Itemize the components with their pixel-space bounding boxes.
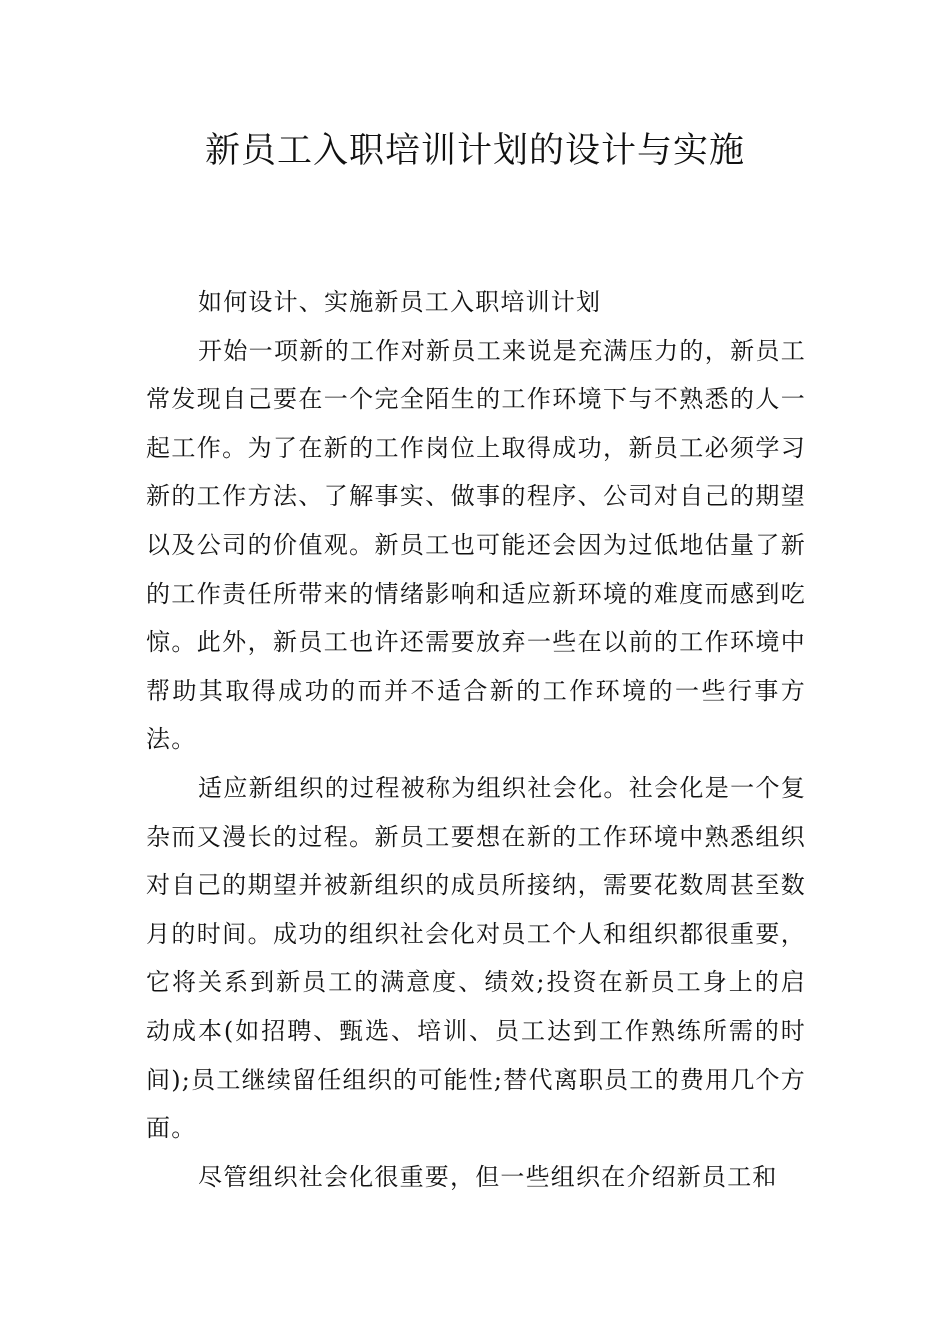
paragraph: 开始一项新的工作对新员工来说是充满压力的，新员工常发现自己要在一个完全陌生的工作环境下与不熟悉的人一起工作。为了在新的工作岗位上取得成功，新员工必须学习新的工作方法、了解事实、做事的程序、公司对自己的期望以及公司的价值观。新员工也可能还会因为过低地估量了新的工作责任所带来的情绪影响和适应新环境的难度而感到吃惊。此外，新员工也许还需要放弃一些在以前的工作环境中帮助其取得成功的而并不适合新的工作环境的一些行事方法。: [146, 336, 806, 754]
paragraph-subheading: 如何设计、实施新员工入职培训计划: [198, 288, 602, 316]
document-body: [146, 278, 806, 1201]
paragraph: 适应新组织的过程被称为组织社会化。社会化是一个复杂而又漫长的过程。新员工要想在新的工作环境中熟悉组织对自己的期望并被新组织的成员所接纳，需要花数周甚至数月的时间。成功的组织社会化对员工个人和组织都很重要，它将关系到新员工的满意度、绩效;投资在新员工身上的启动成本(如招聘、甄选、培训、员工达到工作熟练所需的时间);员工继续留任组织的可能性;替代离职员工的费用几个方面。: [146, 773, 806, 1143]
paragraph: 尽管组织社会化很重要，但一些组织在介绍新员工和: [198, 1162, 778, 1191]
document-title: 新员工入职培训计划的设计与实施: [204, 131, 745, 171]
